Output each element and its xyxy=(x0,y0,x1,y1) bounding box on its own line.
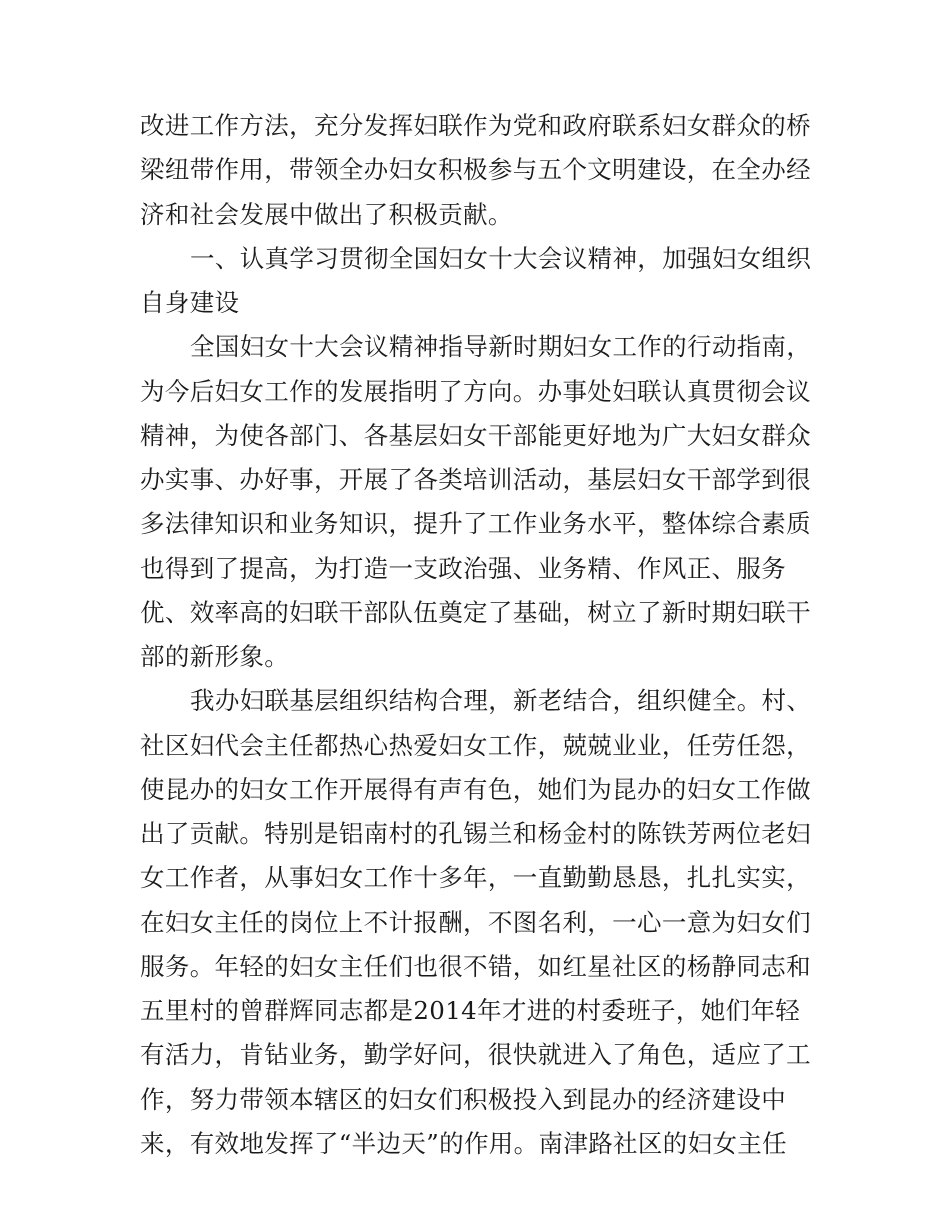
text-line: 出了贡献。特别是铝南村的孔锡兰和杨金村的陈铁芳两位老妇 xyxy=(140,819,811,848)
text-line: 我办妇联基层组织结构合理，新老结合，组织健全。村、 xyxy=(190,686,812,716)
document-body xyxy=(140,104,820,1166)
text-line: 社区妇代会主任都热心热爱妇女工作，兢兢业业，任劳任怨， xyxy=(140,730,811,760)
text-line: 自身建设 xyxy=(140,288,240,317)
text-line: 优、效率高的妇联干部队伍奠定了基础，树立了新时期妇联干 xyxy=(140,597,811,627)
text-line: 精神，为使各部门、各基层妇女干部能更好地为广大妇女群众 xyxy=(140,420,811,450)
text-line: 济和社会发展中做出了积极贡献。 xyxy=(140,199,513,229)
text-line: 来，有效地发挥了“半边天”的作用。南津路社区的妇女主任 xyxy=(140,1128,787,1158)
text-line: 有活力，肯钻业务，勤学好问，很快就进入了角色，适应了工 xyxy=(140,1040,811,1070)
text-line: 办实事、办好事，开展了各类培训活动，基层妇女干部学到很 xyxy=(140,465,811,494)
text-line: 使昆办的妇女工作开展得有声有色，她们为昆办的妇女工作做 xyxy=(140,774,811,804)
text-line: 一、认真学习贯彻全国妇女十大会议精神，加强妇女组织 xyxy=(190,243,812,273)
text-line: 改进工作方法，充分发挥妇联作为党和政府联系妇女群众的桥 xyxy=(140,111,811,140)
text-line: 多法律知识和业务知识，提升了工作业务水平，整体综合素质 xyxy=(140,509,811,539)
text-line: 服务。年轻的妇女主任们也很不错，如红星社区的杨静同志和 xyxy=(140,951,811,981)
text-line: 部的新形象。 xyxy=(140,642,290,671)
text-line: 梁纽带作用，带领全办妇女积极参与五个文明建设，在全办经 xyxy=(140,155,811,185)
text-line: 全国妇女十大会议精神指导新时期妇女工作的行动指南， xyxy=(190,332,812,362)
text-line: 为今后妇女工作的发展指明了方向。办事处妇联认真贯彻会议 xyxy=(140,376,811,406)
text-line: 在妇女主任的岗位上不计报酬，不图名利，一心一意为妇女们 xyxy=(140,907,811,937)
text-line: 也得到了提高，为打造一支政治强、业务精、作风正、服务 xyxy=(140,553,787,583)
text-line: 女工作者，从事妇女工作十多年，一直勤勤恳恳，扎扎实实， xyxy=(140,863,811,893)
text-line: 五里村的曾群辉同志都是2014年才进的村委班子，她们年轻 xyxy=(140,996,801,1025)
text-line: 作，努力带领本辖区的妇女们积极投入到昆办的经济建设中 xyxy=(140,1084,787,1114)
